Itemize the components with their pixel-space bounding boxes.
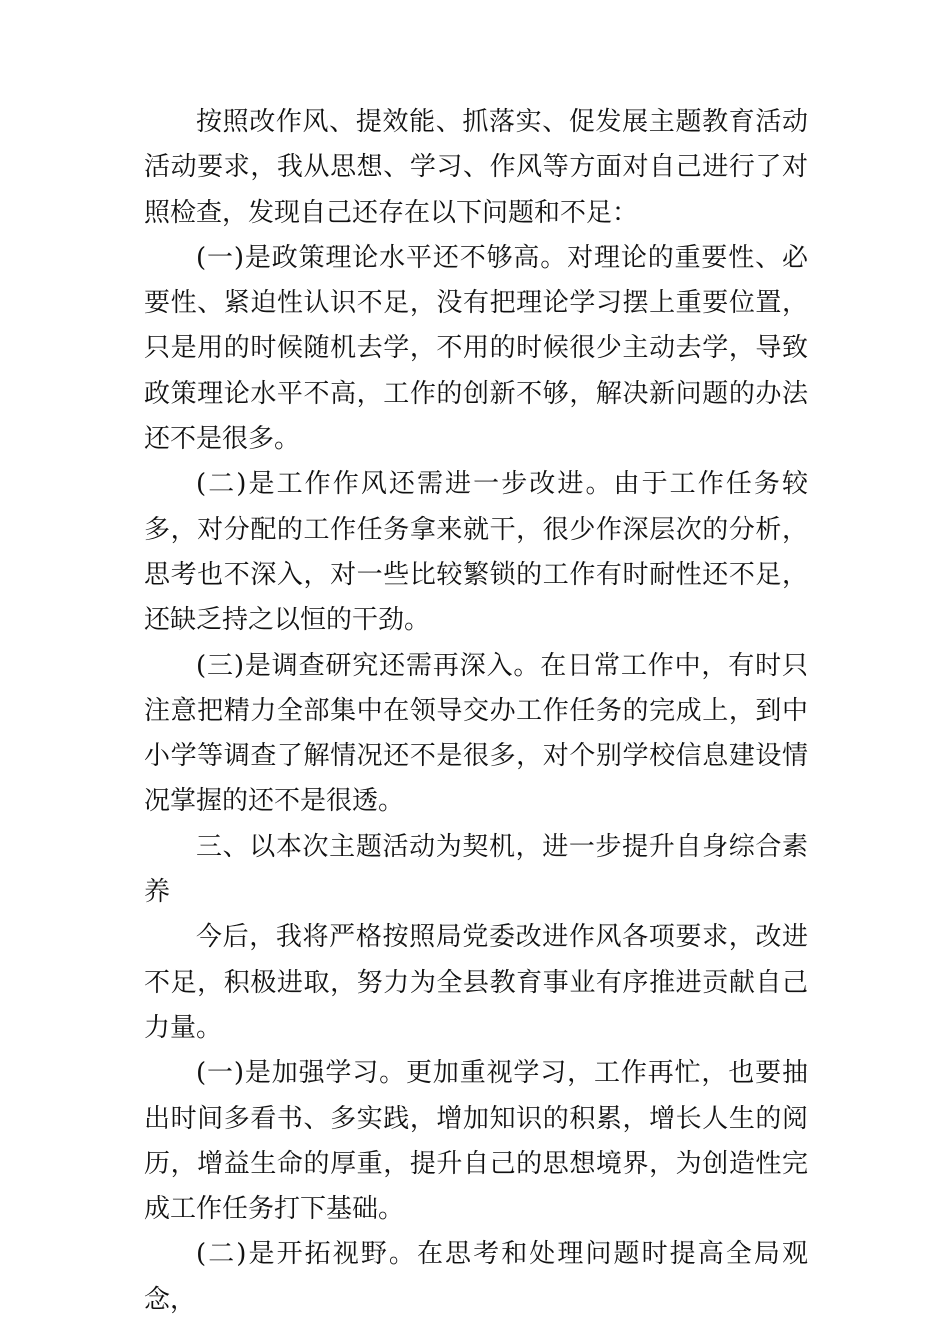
paragraph-plan-2: (二)是开拓视野。在思考和处理问题时提高全局观念， (144, 1239, 808, 1315)
document-body (144, 100, 808, 1323)
paragraph-plan-1: (一)是加强学习。更加重视学习，工作再忙，也要抽出时间多看书、多实践，增加知识的积累，增长人生的阅历，增益生命的厚重，提升自己的思想境界，为创造性完成工作任务打下基础。 (144, 1058, 808, 1225)
paragraph-issue-3: (三)是调查研究还需再深入。在日常工作中，有时只注意把精力全部集中在领导交办工作任务的完成上，到中小学等调查了解情况还不是很多，对个别学校信息建设情况掌握的还不是很透。 (144, 650, 808, 817)
paragraph-plan-intro: 今后，我将严格按照局党委改进作风各项要求，改进不足，积极进取，努力为全县教育事业有序推进贡献自己力量。 (144, 922, 808, 1043)
paragraph-issue-1: (一)是政策理论水平还不够高。对理论的重要性、必要性、紧迫性认识不足，没有把理论学习摆上重要位置，只是用的时候随机去学，不用的时候很少主动去学，导致政策理论水平不高，工作的创新不够，解决新问题的办法还不是很多。 (144, 242, 808, 455)
section-heading-3: 三、以本次主题活动为契机，进一步提升自身综合素养 (144, 831, 808, 908)
paragraph-intro: 按照改作风、提效能、抓落实、促发展主题教育活动活动要求，我从思想、学习、作风等方面对自己进行了对照检查，发现自己还存在以下问题和不足： (144, 107, 808, 228)
paragraph-issue-2: (二)是工作作风还需进一步改进。由于工作任务较多，对分配的工作任务拿来就干，很少作深层次的分析，思考也不深入，对一些比较繁锁的工作有时耐性还不足，还缺乏持之以恒的干劲。 (144, 469, 808, 636)
